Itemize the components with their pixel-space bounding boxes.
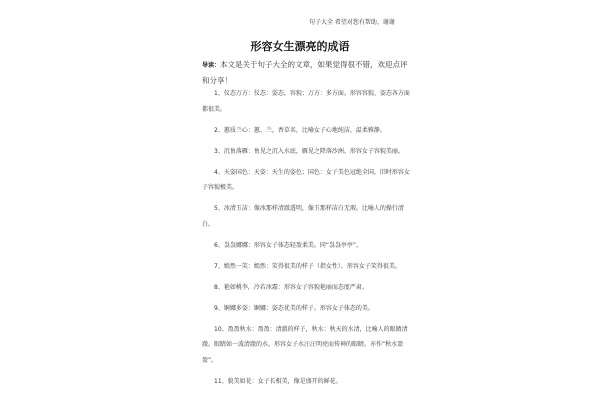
list-item: 2、蕙质兰心：蕙、兰，香草名，比喻女子心地纯洁，温柔雅静。	[214, 126, 386, 134]
list-item: 8、艳如桃李，冷若冰霜：形容女子容貌艳丽而态度严肃。	[214, 283, 368, 291]
intro-paragraph	[202, 57, 412, 88]
list-item: 6、袅袅娜娜：形容女子体态轻盈柔美。同“袅袅亭亭”。	[214, 241, 363, 249]
list-item: 1、仪态万方：仪态：姿态，容貌；万方：多方面。形容容貌、姿态各方面都很美。	[202, 90, 410, 113]
list-item: 11、貌美如花：女子长相美，像是盛开的鲜花。	[214, 377, 342, 385]
list-item: 4、天姿国色：天姿：天生的姿色；国色：女子美色冠绝全国。旧时形容女子容貌极美。	[202, 168, 410, 191]
intro-lead: 导读：	[202, 62, 221, 69]
list-item: 3、沉鱼落雁：鱼见之沉入水底，雁见之降落沙洲。形容女子容貌美丽。	[214, 147, 404, 155]
list-item: 5、冰清玉洁：像冰那样清澈透明，像玉那样洁白无瑕。比喻人的操行清白。	[202, 205, 404, 228]
page-title: 形容女生漂亮的成语	[250, 40, 350, 53]
header-note: 句子大全 希望对您有帮助，谢谢	[309, 19, 395, 26]
list-item: 10、盈盈秋水：盈盈：清澈的样子，秋水：秋天的水清，比喻人的眼睛清澈。眼睛如一波清澈的水。形容女子水汪汪明亮而传神的眼睛。亦作“秋水盈盈”。	[202, 325, 408, 364]
idiom-list	[202, 86, 412, 395]
list-item: 9、婀娜多姿：婀娜：姿态优美的样子。形容女子体态的美。	[214, 304, 374, 312]
intro-text: 本文是关于句子大全的文章，如果觉得很不错，欢迎点评和分享！	[202, 60, 408, 85]
list-item: 7、嫣然一笑：嫣然：笑得很美的样子（指女性）。形容女子笑得很美。	[214, 262, 401, 270]
